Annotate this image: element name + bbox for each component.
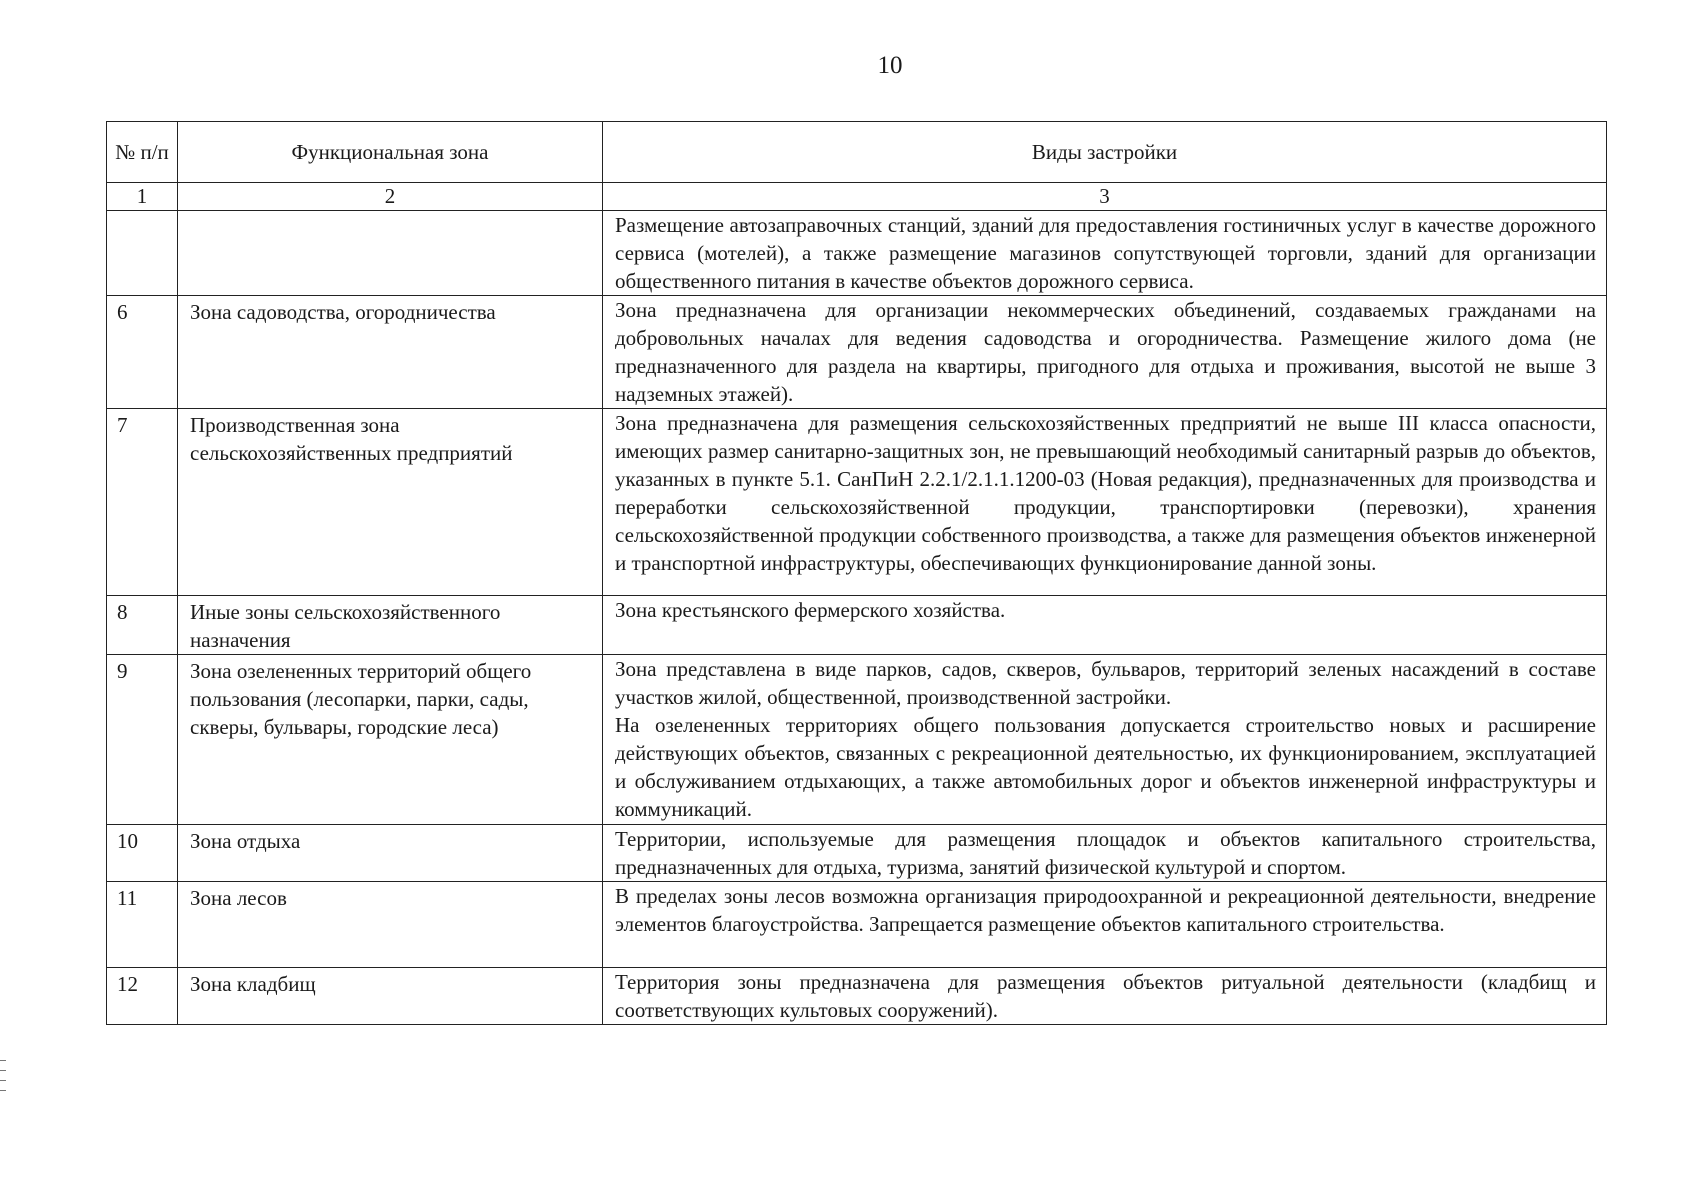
description-paragraph: Зона крестьянского фермерского хозяйства. — [615, 598, 1006, 622]
row-number: 10 — [107, 825, 178, 882]
row-number: 7 — [107, 409, 178, 596]
table-row — [107, 882, 1607, 968]
zone-description — [603, 211, 1607, 296]
header-zone: Функциональная зона — [178, 122, 603, 183]
row-number — [107, 211, 178, 296]
zone-name: Зона лесов — [178, 882, 603, 968]
scan-edge-marks — [0, 1060, 6, 1100]
zone-name: Зона кладбищ — [178, 968, 603, 1025]
column-index-row — [107, 183, 1607, 211]
row-number: 6 — [107, 296, 178, 409]
description-paragraph: Зона предназначена для организации некоммерческих объединений, создаваемых гражданами на добровольных началах для ведения садоводства и огородничества. Размещение жилого дома (не предназначенного для раздела на квартиры, пригодного для отдыха и проживания, высотой не выше 3 надземных этажей). — [615, 298, 1596, 406]
row-number: 11 — [107, 882, 178, 968]
zone-name — [178, 211, 603, 296]
zone-description — [603, 596, 1607, 655]
description-paragraph: В пределах зоны лесов возможна организация природоохранной и рекреационной деятельности, внедрение элементов благоустройства. Запрещается размещение объектов капитального строительства. — [615, 884, 1596, 936]
description-paragraph: Зона представлена в виде парков, садов, скверов, бульваров, территорий зеленых насаждений в составе участков жилой, общественной, производственной застройки. — [615, 657, 1596, 709]
description-paragraph: Территория зоны предназначена для размещения объектов ритуальной деятельности (кладбищ и соответствующих культовых сооружений). — [615, 970, 1596, 1022]
column-index: 1 — [107, 183, 178, 211]
row-number: 8 — [107, 596, 178, 655]
zone-name: Производственная зона сельскохозяйственных предприятий — [178, 409, 603, 596]
description-paragraph: Зона предназначена для размещения сельскохозяйственных предприятий не выше III класса опасности, имеющих размер санитарно-защитных зон, не превышающий необходимый санитарный разрыв до объектов, указанных в пункте 5.1. СанПиН 2.2.1/2.1.1.1200-03 (Новая редакция), предназначенных для производства и переработки сельскохозяйственной продукции, транспортировки (перевозки), хранения сельскохозяйственной продукции собственного производства, а также для размещения объектов инженерной и транспортной инфраструктуры, обеспечивающих функционирование данной зоны. — [615, 411, 1596, 575]
table-row — [107, 211, 1607, 296]
zones-table — [106, 121, 1607, 1025]
column-index: 2 — [178, 183, 603, 211]
table-row — [107, 968, 1607, 1025]
zone-name: Зона отдыха — [178, 825, 603, 882]
table-row — [107, 409, 1607, 596]
zone-name: Зона садоводства, огородничества — [178, 296, 603, 409]
page-number: 10 — [877, 52, 903, 79]
description-paragraph: Территории, используемые для размещения площадок и объектов капитального строительства, предназначенных для отдыха, туризма, занятий физической культурой и спортом. — [615, 827, 1596, 879]
description-paragraph: На озелененных территориях общего пользования допускается строительство новых и расширение действующих объектов, связанных с рекреационной деятельностью, их функционированием, эксплуатацией и обслуживанием отдыхающих, а также автомобильных дорог и объектов инженерной инфраструктуры и коммуникаций. — [615, 713, 1596, 821]
table-header-row — [107, 122, 1607, 183]
zone-description — [603, 409, 1607, 596]
zone-description — [603, 296, 1607, 409]
table-row — [107, 825, 1607, 882]
zone-description — [603, 968, 1607, 1025]
table-row — [107, 596, 1607, 655]
header-number: № п/п — [107, 122, 178, 183]
table-row — [107, 655, 1607, 825]
row-number: 9 — [107, 655, 178, 825]
zone-description — [603, 825, 1607, 882]
table-body — [107, 211, 1607, 1025]
zone-description — [603, 655, 1607, 825]
zone-description — [603, 882, 1607, 968]
row-number: 12 — [107, 968, 178, 1025]
zone-name: Зона озелененных территорий общего пользования (лесопарки, парки, сады, скверы, бульвары, городские леса) — [178, 655, 603, 825]
header-types: Виды застройки — [603, 122, 1607, 183]
zone-name: Иные зоны сельскохозяйственного назначения — [178, 596, 603, 655]
column-index: 3 — [603, 183, 1607, 211]
table-row — [107, 296, 1607, 409]
description-paragraph: Размещение автозаправочных станций, зданий для предоставления гостиничных услуг в качестве дорожного сервиса (мотелей), а также размещение магазинов сопутствующей торговли, зданий для организации общественного питания в качестве объектов дорожного сервиса. — [615, 213, 1596, 293]
